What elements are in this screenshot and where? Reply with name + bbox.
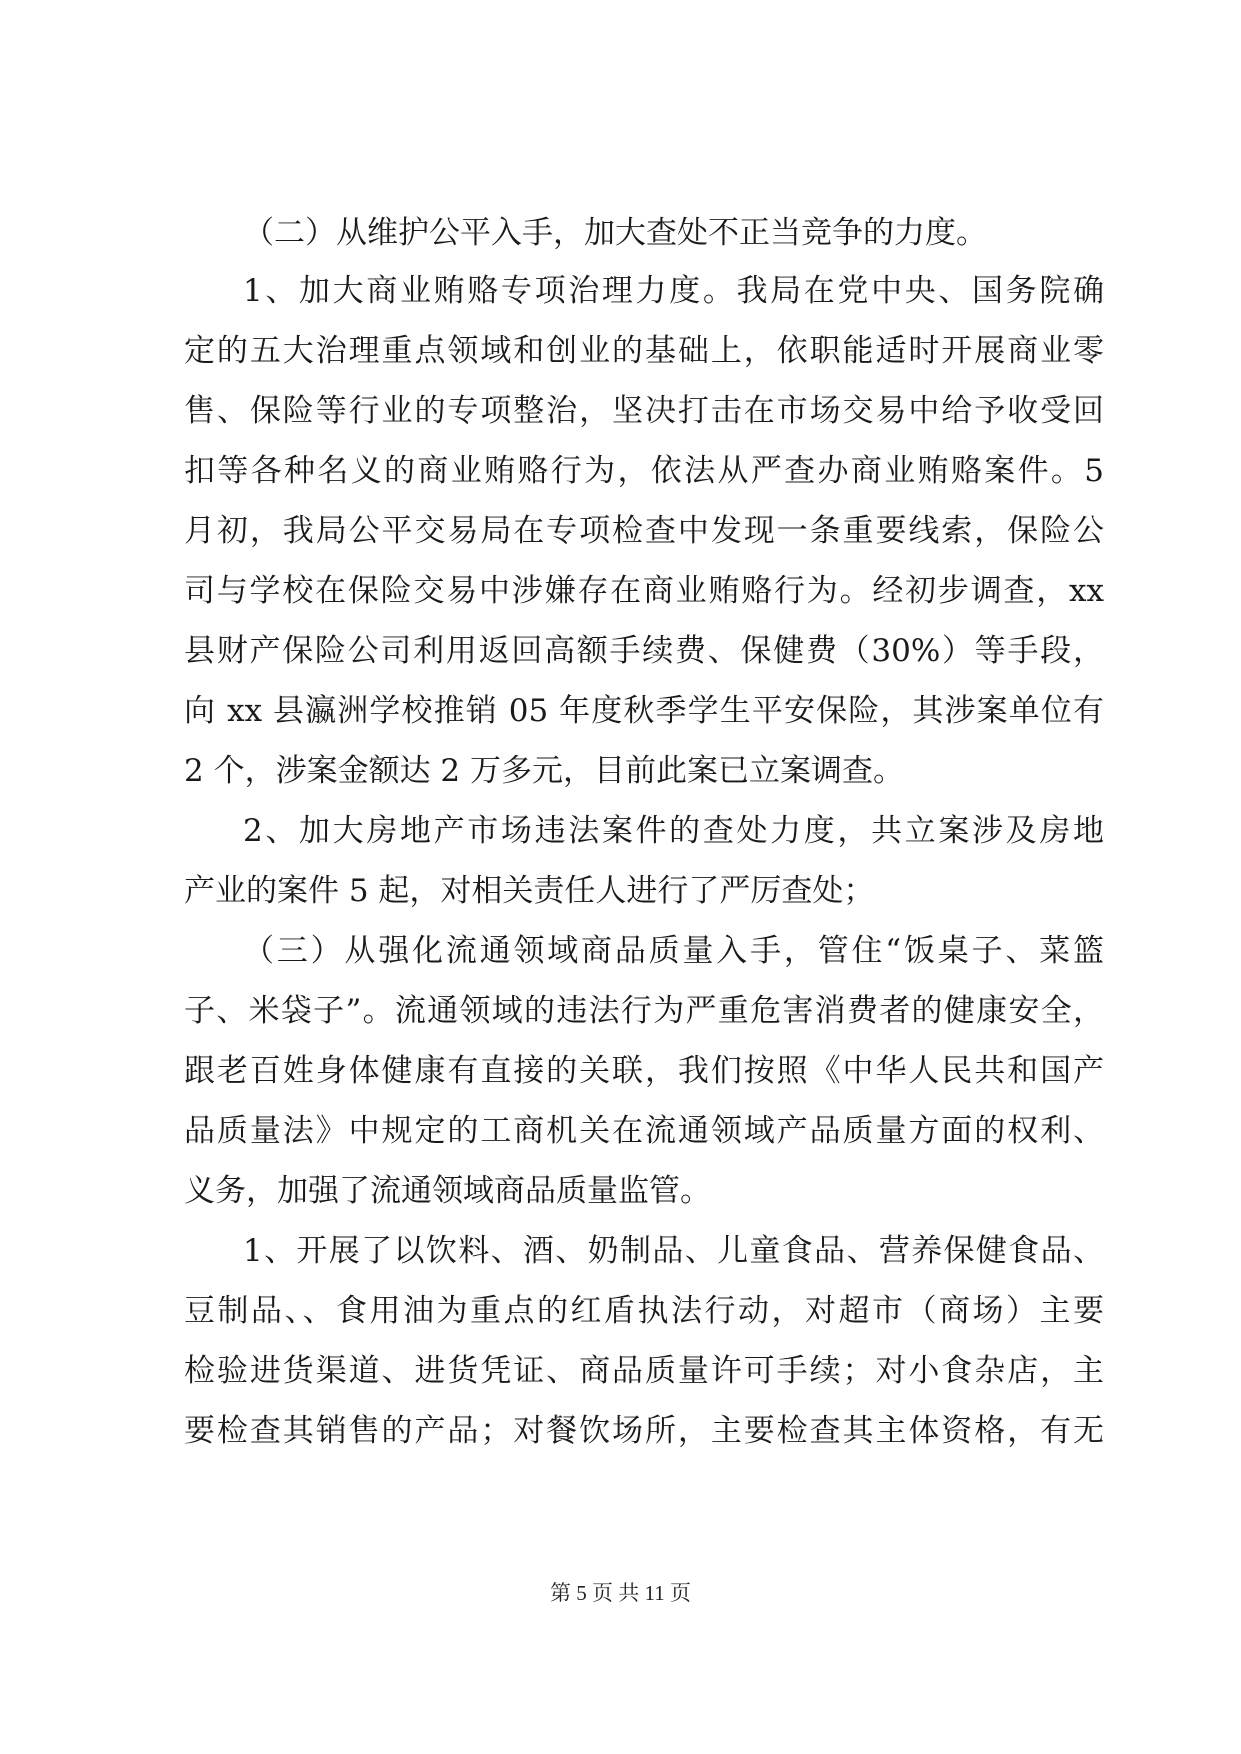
paragraph-line: 售、保险等行业的专项整治，坚决打击在市场交易中给予收受回 <box>184 393 1104 429</box>
paragraph-line: 义务，加强了流通领域商品质量监管。 <box>184 1173 711 1209</box>
paragraph-line: 2 个，涉案金额达 2 万多元，目前此案已立案调查。 <box>184 753 905 789</box>
paragraph-line: 跟老百姓身体健康有直接的关联，我们按照《中华人民共和国产 <box>184 1053 1104 1089</box>
paragraph-line: 豆制品、、食用油为重点的红盾执法行动，对超市（商场）主要 <box>184 1293 1104 1329</box>
paragraph-line: 定的五大治理重点领域和创业的基础上，依职能适时开展商业零 <box>184 333 1104 369</box>
paragraph-line: 1、开展了以饮料、酒、奶制品、儿童食品、营养保健食品、 <box>243 1233 1104 1269</box>
paragraph-line: 向 xx 县瀛洲学校推销 05 年度秋季学生平安保险，其涉案单位有 <box>184 693 1104 729</box>
page-number-footer: 第 5 页 共 11 页 <box>550 1581 691 1605</box>
paragraph-line: 司与学校在保险交易中涉嫌存在商业贿赂行为。经初步调查，xx <box>184 573 1104 609</box>
section-heading-3: （三）从强化流通领域商品质量入手，管住“饭桌子、菜篮 <box>243 933 1104 969</box>
paragraph-line: 2、加大房地产市场违法案件的查处力度，共立案涉及房地 <box>243 813 1104 849</box>
paragraph-line: 1、加大商业贿赂专项治理力度。我局在党中央、国务院确 <box>243 273 1104 309</box>
paragraph-line: 检验进货渠道、进货凭证、商品质量许可手续；对小食杂店，主 <box>184 1353 1104 1389</box>
paragraph-line: 品质量法》中规定的工商机关在流通领域产品质量方面的权利、 <box>184 1113 1104 1149</box>
section-heading-2: （二）从维护公平入手，加大查处不正当竞争的力度。 <box>243 215 987 251</box>
paragraph-line: 要检查其销售的产品；对餐饮场所，主要检查其主体资格，有无 <box>184 1413 1104 1449</box>
paragraph-line: 县财产保险公司利用返回高额手续费、保健费（30%）等手段， <box>184 633 1104 669</box>
paragraph-line: 扣等各种名义的商业贿赂行为，依法从严查办商业贿赂案件。5 <box>184 453 1104 489</box>
paragraph-line: 产业的案件 5 起，对相关责任人进行了严厉查处； <box>184 873 875 909</box>
paragraph-line: 月初，我局公平交易局在专项检查中发现一条重要线索，保险公 <box>184 513 1104 549</box>
paragraph-line: 子、米袋子”。流通领域的违法行为严重危害消费者的健康安全， <box>184 993 1104 1029</box>
